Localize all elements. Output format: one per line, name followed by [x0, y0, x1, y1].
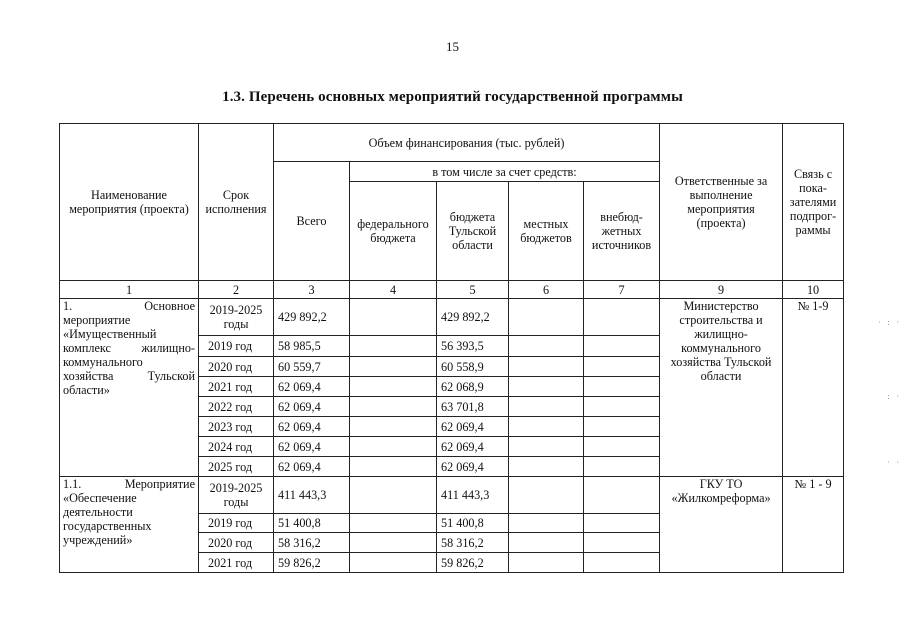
- federal-cell: [350, 377, 437, 397]
- header-local: местных бюджетов: [509, 182, 584, 281]
- local-cell: [509, 336, 584, 357]
- regional-cell: 62 069,4: [437, 437, 509, 457]
- local-cell: [509, 377, 584, 397]
- column-number: 5: [437, 281, 509, 299]
- offbudget-cell: [584, 377, 660, 397]
- federal-cell: [350, 457, 437, 477]
- column-number: 7: [584, 281, 660, 299]
- header-regional: бюджета Тульской области: [437, 182, 509, 281]
- column-number: 9: [660, 281, 783, 299]
- period-cell: 2024 год: [199, 437, 274, 457]
- local-cell: [509, 357, 584, 377]
- federal-cell: [350, 533, 437, 553]
- local-cell: [509, 457, 584, 477]
- page-number: 15: [446, 39, 459, 54]
- period-cell: 2021 год: [199, 553, 274, 573]
- responsible-cell: Министерство строительства и жилищно-коммунального хозяйства Тульской области: [660, 299, 783, 477]
- regional-cell: 63 701,8: [437, 397, 509, 417]
- table-row: [60, 299, 844, 336]
- total-cell: 58 985,5: [274, 336, 350, 357]
- period-cell: 2022 год: [199, 397, 274, 417]
- total-cell: 62 069,4: [274, 397, 350, 417]
- total-cell: 411 443,3: [274, 477, 350, 514]
- offbudget-cell: [584, 477, 660, 514]
- federal-cell: [350, 477, 437, 514]
- local-cell: [509, 533, 584, 553]
- total-cell: 62 069,4: [274, 457, 350, 477]
- period-cell: 2019 год: [199, 336, 274, 357]
- period-cell: 2019-2025 годы: [199, 299, 274, 336]
- responsible-cell: ГКУ ТО «Жилкомреформа»: [660, 477, 783, 573]
- local-cell: [509, 417, 584, 437]
- column-number: 1: [60, 281, 199, 299]
- regional-cell: 62 068,9: [437, 377, 509, 397]
- total-cell: 59 826,2: [274, 553, 350, 573]
- total-cell: 62 069,4: [274, 437, 350, 457]
- regional-cell: 60 558,9: [437, 357, 509, 377]
- local-cell: [509, 299, 584, 336]
- header-including: в том числе за счет средств:: [350, 162, 660, 182]
- regional-cell: 429 892,2: [437, 299, 509, 336]
- federal-cell: [350, 397, 437, 417]
- local-cell: [509, 477, 584, 514]
- header-funding: Объем финансирования (тыс. рублей): [274, 124, 660, 162]
- regional-cell: 51 400,8: [437, 514, 509, 533]
- local-cell: [509, 397, 584, 417]
- offbudget-cell: [584, 299, 660, 336]
- header-link: Связь с пока-зателями подпрог-раммы: [783, 124, 844, 281]
- indicator-link-cell: № 1 - 9: [783, 477, 844, 573]
- measure-name: 1.1. Мероприятие «Обеспечение деятельности государственных учреждений»: [60, 477, 199, 573]
- column-number: 4: [350, 281, 437, 299]
- offbudget-cell: [584, 533, 660, 553]
- federal-cell: [350, 299, 437, 336]
- total-cell: 62 069,4: [274, 417, 350, 437]
- period-cell: 2019 год: [199, 514, 274, 533]
- header-term: Срок исполнения: [199, 124, 274, 281]
- regional-cell: 411 443,3: [437, 477, 509, 514]
- offbudget-cell: [584, 457, 660, 477]
- column-number: 6: [509, 281, 584, 299]
- federal-cell: [350, 514, 437, 533]
- column-number: 10: [783, 281, 844, 299]
- header-total: Всего: [274, 162, 350, 281]
- period-cell: 2020 год: [199, 357, 274, 377]
- indicator-link-cell: № 1-9: [783, 299, 844, 477]
- federal-cell: [350, 357, 437, 377]
- scan-dots: · ·: [887, 458, 901, 467]
- federal-cell: [350, 417, 437, 437]
- scan-dots: : ·: [887, 392, 901, 401]
- local-cell: [509, 514, 584, 533]
- federal-cell: [350, 553, 437, 573]
- header-responsible: Ответственные за выполнение мероприятия (проекта): [660, 124, 783, 281]
- federal-cell: [350, 437, 437, 457]
- period-cell: 2019-2025 годы: [199, 477, 274, 514]
- regional-cell: 59 826,2: [437, 553, 509, 573]
- federal-cell: [350, 336, 437, 357]
- period-cell: 2025 год: [199, 457, 274, 477]
- total-cell: 429 892,2: [274, 299, 350, 336]
- column-number: 3: [274, 281, 350, 299]
- period-cell: 2021 год: [199, 377, 274, 397]
- regional-cell: 58 316,2: [437, 533, 509, 553]
- local-cell: [509, 437, 584, 457]
- table-row: [60, 477, 844, 514]
- local-cell: [509, 553, 584, 573]
- offbudget-cell: [584, 514, 660, 533]
- regional-cell: 62 069,4: [437, 417, 509, 437]
- regional-cell: 62 069,4: [437, 457, 509, 477]
- header-offbudget: внебюд-жетных источников: [584, 182, 660, 281]
- period-cell: 2020 год: [199, 533, 274, 553]
- offbudget-cell: [584, 417, 660, 437]
- total-cell: 62 069,4: [274, 377, 350, 397]
- measure-name: 1. Основное мероприятие «Имущественный комплекс жилищно-коммунального хозяйства Тульской области»: [60, 299, 199, 477]
- offbudget-cell: [584, 397, 660, 417]
- offbudget-cell: [584, 437, 660, 457]
- measures-table: [59, 123, 844, 573]
- period-cell: 2023 год: [199, 417, 274, 437]
- total-cell: 58 316,2: [274, 533, 350, 553]
- regional-cell: 56 393,5: [437, 336, 509, 357]
- scan-dots: · : ·: [878, 318, 901, 327]
- column-number: 2: [199, 281, 274, 299]
- header-federal: федерального бюджета: [350, 182, 437, 281]
- total-cell: 51 400,8: [274, 514, 350, 533]
- total-cell: 60 559,7: [274, 357, 350, 377]
- section-title: 1.3. Перечень основных мероприятий государственной программы: [222, 89, 683, 105]
- offbudget-cell: [584, 336, 660, 357]
- header-name: Наименование мероприятия (проекта): [60, 124, 199, 281]
- offbudget-cell: [584, 357, 660, 377]
- offbudget-cell: [584, 553, 660, 573]
